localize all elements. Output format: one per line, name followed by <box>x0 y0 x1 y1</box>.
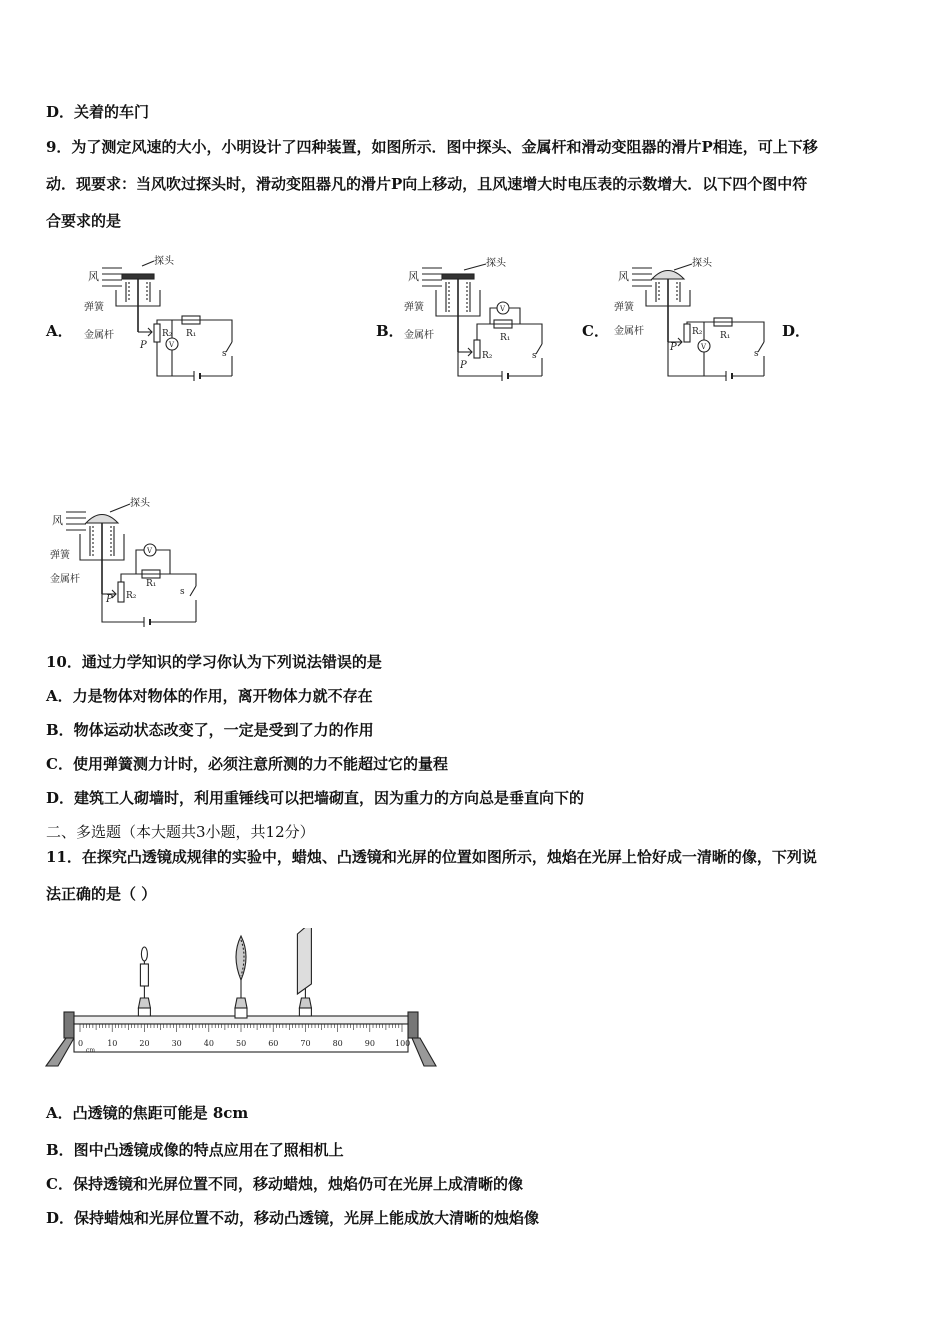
probe-label: 探头 <box>692 258 712 269</box>
switch-label: s <box>532 351 537 361</box>
r2-label: R₂ <box>162 329 173 339</box>
circuit-diagram-b <box>402 252 562 384</box>
probe-label: 探头 <box>154 256 174 267</box>
ruler-tick-label: 10 <box>107 1039 118 1048</box>
switch-label: s <box>754 349 759 359</box>
q9-stem-line2: 动．现要求：当风吹过探头时，滑动变阻器凡的滑片P向上移动，且风速增大时电压表的示数增大．以下四个图中符 <box>46 175 808 193</box>
q9-option-c-label: C． <box>582 322 609 340</box>
voltmeter-label: V <box>500 305 506 313</box>
voltmeter-label: V <box>701 343 707 351</box>
q10-option-d: D．建筑工人砌墙时，利用重锤线可以把墙砌直，因为重力的方向总是垂直向下的 <box>46 789 585 807</box>
switch-label: s <box>180 587 185 597</box>
r2-label: R₂ <box>126 591 137 601</box>
slider-label: P <box>140 340 147 351</box>
slider-label: P <box>106 594 113 605</box>
ruler-tick-label: 80 <box>332 1039 343 1048</box>
optical-bench-diagram <box>44 928 440 1074</box>
ruler-tick-label: 30 <box>171 1039 182 1048</box>
q10-stem: 10．通过力学知识的学习你认为下列说法错误的是 <box>46 653 382 671</box>
slider-label: P <box>670 342 677 353</box>
probe-label: 探头 <box>130 498 150 509</box>
ruler-tick-label: 20 <box>139 1039 150 1048</box>
q9-option-a-label: A． <box>46 322 73 340</box>
ruler-unit-label: cm <box>86 1047 96 1054</box>
r1-label: R₁ <box>146 579 157 589</box>
q8-option-d: D．关着的车门 <box>46 103 150 121</box>
q11-option-a: A．凸透镜的焦距可能是 8cm <box>46 1104 249 1122</box>
r1-label: R₁ <box>500 333 511 343</box>
wind-label: 风 <box>408 270 419 283</box>
r2-label: R₂ <box>692 327 703 337</box>
q11-option-b: B．图中凸透镜成像的特点应用在了照相机上 <box>46 1141 344 1159</box>
q11-option-c: C．保持透镜和光屏位置不同，移动蜡烛，烛焰仍可在光屏上成清晰的像 <box>46 1175 523 1193</box>
spring-label: 弹簧 <box>614 302 634 313</box>
voltmeter-label: V <box>169 341 175 349</box>
rod-label: 金属杆 <box>404 330 434 341</box>
circuit-diagram-c <box>612 252 772 384</box>
ruler-tick-label: 40 <box>203 1039 214 1048</box>
spring-label: 弹簧 <box>404 302 424 313</box>
q10-option-c: C．使用弹簧测力计时，必须注意所测的力不能超过它的量程 <box>46 755 448 773</box>
r1-label: R₁ <box>186 329 197 339</box>
q11-option-d: D．保持蜡烛和光屏位置不动，移动凸透镜，光屏上能成放大清晰的烛焰像 <box>46 1209 540 1227</box>
ruler-tick-label: 50 <box>236 1039 247 1048</box>
ruler-tick-label: 70 <box>300 1039 311 1048</box>
light-screen <box>297 928 311 1016</box>
q11-stem-line1: 11．在探究凸透镜成规律的实验中，蜡烛、凸透镜和光屏的位置如图所示，烛焰在光屏上恰好成一清晰的像，下列说 <box>46 848 817 866</box>
spring-label: 弹簧 <box>50 550 70 561</box>
spring-label: 弹簧 <box>84 302 104 313</box>
convex-lens <box>235 936 247 1018</box>
q10-option-a: A．力是物体对物体的作用，离开物体力就不存在 <box>46 687 373 705</box>
switch-label: s <box>222 349 227 359</box>
rod-label: 金属杆 <box>84 330 114 341</box>
circuit-diagram-d <box>46 494 216 632</box>
candle <box>138 947 150 1016</box>
q9-stem-line3: 合要求的是 <box>46 212 122 230</box>
q10-option-b: B．物体运动状态改变了，一定是受到了力的作用 <box>46 721 374 739</box>
q9-stem-line1: 9．为了测定风速的大小，小明设计了四种装置，如图所示．图中探头、金属杆和滑动变阻器的滑片P相连，可上下移 <box>46 138 818 156</box>
voltmeter-label: V <box>147 547 153 555</box>
rod-label: 金属杆 <box>50 574 80 585</box>
section-heading: 二、多选题（本大题共3小题，共12分） <box>46 823 315 841</box>
circuit-diagram-a <box>82 252 242 384</box>
wind-label: 风 <box>88 270 99 283</box>
slider-label: P <box>460 360 467 371</box>
ruler-tick-label: 100 <box>395 1039 411 1048</box>
ruler-tick-label: 90 <box>364 1039 375 1048</box>
r1-label: R₁ <box>720 331 731 341</box>
wind-label: 风 <box>52 514 63 527</box>
probe-label: 探头 <box>486 258 506 269</box>
q9-option-d-label: D． <box>782 322 811 340</box>
wind-label: 风 <box>618 270 629 283</box>
r2-label: R₂ <box>482 351 493 361</box>
ruler-tick-label: 60 <box>268 1039 279 1048</box>
q9-option-b-label: B． <box>376 322 404 340</box>
ruler-tick-label: 0 <box>78 1039 84 1048</box>
rod-label: 金属杆 <box>614 326 644 337</box>
q11-stem-line2: 法正确的是（ ） <box>46 885 157 903</box>
